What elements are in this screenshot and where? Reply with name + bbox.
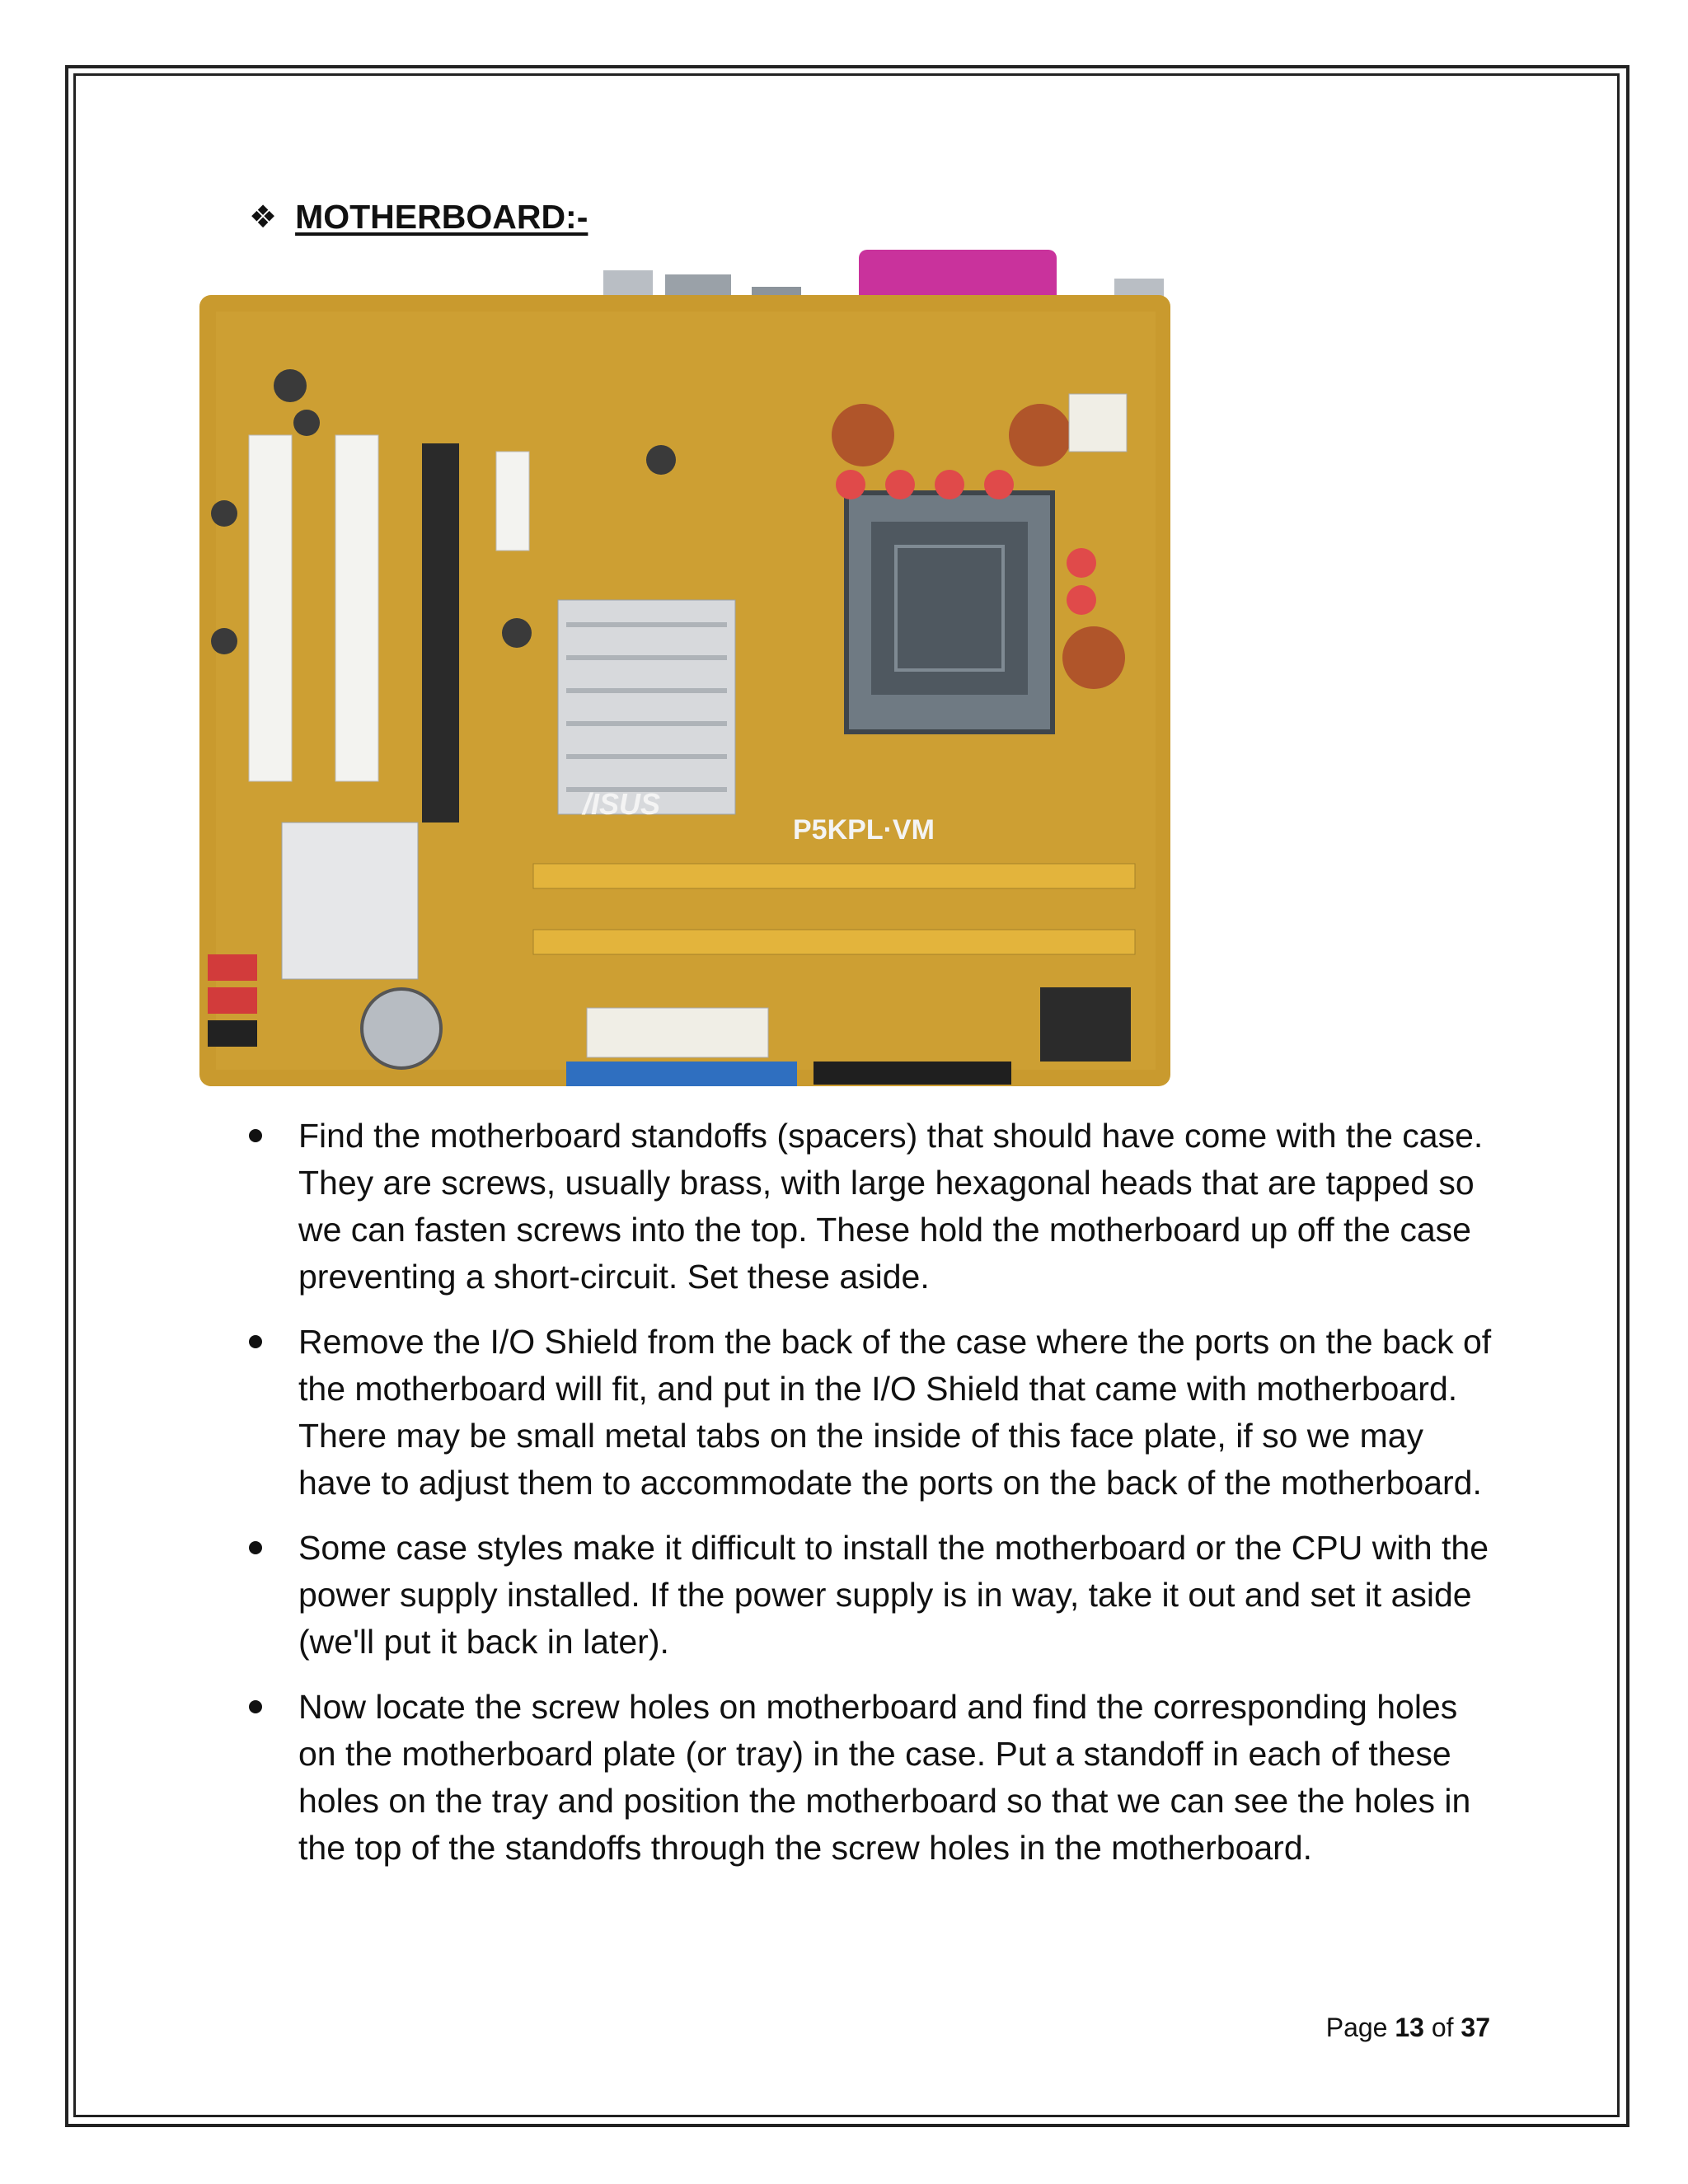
section-heading [249, 198, 588, 237]
sata-port-2 [208, 987, 257, 1014]
atx-power-connector [587, 1008, 768, 1057]
cpu-socket [846, 493, 1053, 732]
diamond-bullet-icon: ❖ [249, 200, 278, 235]
bullet-dot-icon [249, 1700, 262, 1713]
list-item-text: Remove the I/O Shield from the back of the case where the ports on the back of the motherboard will fit, and put in the I/O Shield that came with motherboard. There may be small metal tabs on the inside of this face plate, if so we may have to adjust them to accommodate the ports on the back of the motherboard. [298, 1323, 1492, 1502]
board-brand-label: /ISUS [583, 787, 661, 821]
list-item [249, 1319, 1502, 1507]
floppy-connector [814, 1062, 1011, 1085]
ide-connector [566, 1062, 797, 1086]
choke-coil [1062, 626, 1125, 689]
list-item-text: Find the motherboard standoffs (spacers) that should have come with the case. They are screws, usually brass, with large hexagonal heads that are tapped so we can fasten screws into the top. These hold the motherboard up off the case preventing a short-circuit. Set these aside. [298, 1117, 1484, 1296]
choke-coil [832, 404, 894, 466]
dimm-slot-1 [533, 864, 1135, 888]
cmos-battery [362, 989, 441, 1068]
section-title: MOTHERBOARD:- [295, 198, 588, 236]
southbridge-heatsink [282, 823, 418, 979]
page-number: Page 13 of 37 [1325, 2013, 1490, 2042]
choke-coil [1009, 404, 1071, 466]
sata-port-3 [208, 1020, 257, 1047]
sata-port-1 [208, 954, 257, 981]
instruction-list [249, 1113, 1502, 1890]
atx12v-connector [1069, 394, 1127, 452]
motherboard-image [199, 246, 1172, 1088]
list-item-text: Now locate the screw holes on motherboard and find the corresponding holes on the motherboard plate (or tray) in the case. Put a standoff in each of these holes on the tray and position the motherboard so that we can see the holes in the top of the standoffs through the screw holes in the motherboard. [298, 1688, 1471, 1867]
board-model-label: P5KPL·VM [793, 814, 935, 846]
bullet-dot-icon [249, 1129, 262, 1142]
bullet-dot-icon [249, 1541, 262, 1554]
list-item [249, 1684, 1502, 1872]
dimm-slot-2 [533, 930, 1135, 954]
list-item-text: Some case styles make it difficult to install the motherboard or the CPU with the power supply installed. If the power supply is in way, take it out and set it aside (we'll put it back in later). [298, 1529, 1489, 1661]
northbridge-heatsink [558, 600, 735, 814]
bullet-dot-icon [249, 1335, 262, 1348]
pci-slot-1 [249, 435, 292, 781]
pcie-x1-slot [496, 452, 529, 551]
pcie-x16-slot [422, 443, 459, 823]
list-item [249, 1525, 1502, 1666]
pci-slot-2 [335, 435, 378, 781]
list-item [249, 1113, 1502, 1301]
io-chip [1040, 987, 1131, 1062]
